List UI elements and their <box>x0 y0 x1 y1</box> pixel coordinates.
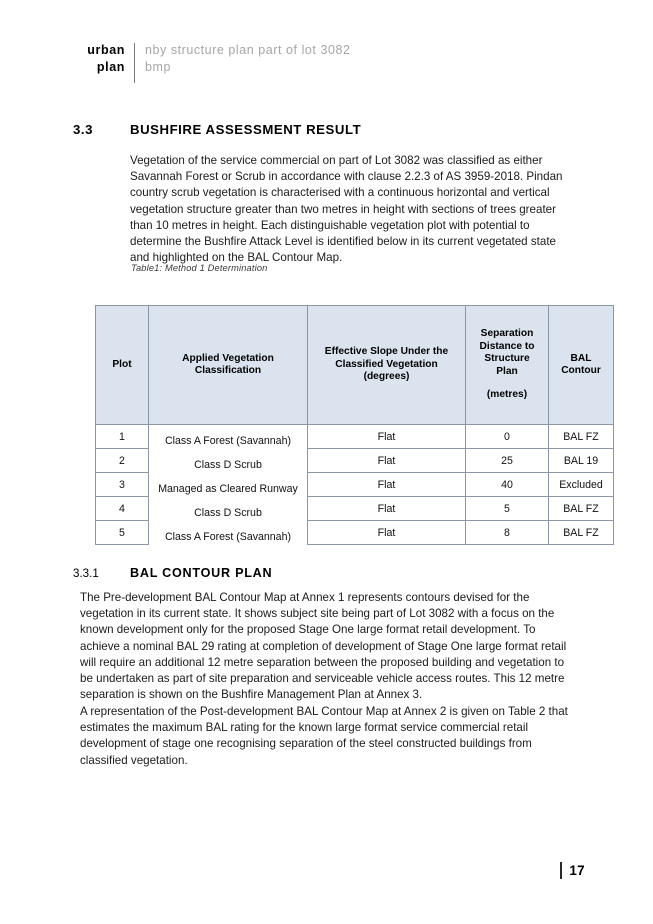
cell-plot: 2 <box>96 449 149 473</box>
cell-plot: 4 <box>96 497 149 521</box>
document-title-line-1: nby structure plan part of lot 3082 <box>145 43 351 57</box>
cell-plot: 5 <box>96 521 149 545</box>
cell-bal-contour: BAL FZ <box>549 521 614 545</box>
cell-plot: 1 <box>96 425 149 449</box>
cell-separation: 25 <box>466 449 549 473</box>
cell-slope: Flat <box>308 425 466 449</box>
column-header-separation-line-1: Separation <box>480 328 534 340</box>
table-row <box>96 425 614 449</box>
cell-separation: 5 <box>466 497 549 521</box>
cell-separation: 40 <box>466 473 549 497</box>
column-header-separation-line-3: Structure <box>484 353 530 365</box>
table-row <box>96 473 614 497</box>
bal-assessment-table-wrapper <box>95 305 613 545</box>
section-body-paragraph: Vegetation of the service commercial on part of Lot 3082 was classified as either Savannah Forest or Scrub in accordance with clause 2.2.3 of AS 3959-2018. Pindan country scrub vegetation is characterised with a continuous horizontal and vertical vegetation structure greater than two metres in height with sections of trees greater than 10 metres in height. Each distinguishable vegetation plot with potential to determine the Bushfire Attack Level is identified below in its current vegetated state and highlighted on the BAL Contour Map. <box>130 154 563 265</box>
column-header-slope <box>308 306 466 425</box>
cell-separation: 8 <box>466 521 549 545</box>
page-footer <box>560 860 585 880</box>
table-caption: Table1: Method 1 Determination <box>131 263 268 273</box>
header-divider <box>134 43 135 83</box>
column-header-separation-line-4: Plan <box>496 365 518 377</box>
section-number: 3.3 <box>73 122 93 137</box>
brand-line-1: urban <box>87 43 125 57</box>
column-header-slope-line-2: Classified Vegetation <box>335 358 438 370</box>
column-header-plot <box>96 306 149 425</box>
column-header-separation-units: (metres) <box>486 389 528 401</box>
cell-bal-contour: BAL FZ <box>549 497 614 521</box>
cell-slope: Flat <box>308 497 466 521</box>
column-header-separation-line-2: Distance to <box>479 340 535 352</box>
column-header-slope-line-3: (degrees) <box>363 371 410 383</box>
document-running-header <box>70 42 590 90</box>
column-header-bal-line-1: BAL <box>570 352 592 364</box>
brand-logo <box>70 42 125 76</box>
page-number: 17 <box>569 862 585 878</box>
table-row <box>96 497 614 521</box>
cell-vegetation: Managed as Cleared Runway <box>149 477 308 501</box>
cell-separation: 0 <box>466 425 549 449</box>
column-header-vegetation-line-1: Applied Vegetation <box>182 352 274 364</box>
table-header-row <box>96 306 614 425</box>
cell-bal-contour: BAL 19 <box>549 449 614 473</box>
column-header-bal-line-2: Contour <box>561 365 601 376</box>
bal-assessment-table <box>95 305 614 545</box>
table-row <box>96 449 614 473</box>
section-heading <box>73 122 593 137</box>
cell-plot: 3 <box>96 473 149 497</box>
cell-bal-contour: Excluded <box>549 473 614 497</box>
document-title-line-2: bmp <box>145 60 171 74</box>
subsection-paragraph-2: A representation of the Post-development BAL Contour Map at Annex 2 is given on Table 2 that estimates the maximum BAL rating for the known large format service commercial retail development of stage one recognising separation of the steel constructed buildings from classified vegetation. <box>80 705 568 767</box>
column-header-vegetation-line-2: Classification <box>194 365 262 376</box>
subsection-title: BAL CONTOUR PLAN <box>130 566 273 580</box>
table-body <box>96 425 614 545</box>
table-header <box>96 306 614 425</box>
cell-slope: Flat <box>308 449 466 473</box>
subsection-heading <box>73 566 593 580</box>
column-header-separation <box>466 306 549 425</box>
cell-slope: Flat <box>308 521 466 545</box>
cell-bal-contour: BAL FZ <box>549 425 614 449</box>
cell-vegetation: Class A Forest (Savannah) <box>149 525 308 549</box>
column-header-plot-label: Plot <box>112 358 132 370</box>
subsection-paragraph-1: The Pre-development BAL Contour Map at Annex 1 represents contours devised for the vegetation in its current state. It shows subject site being part of Lot 3082 with a focus on the known development only for the proposed Stage One large format retail development. To achieve a nominal BAL 29 rating at completion of development of Stage One large format retail will require an additional 12 metre separation between the proposed building and vegetation to be undertaken as part of site preparation and serviceable vehicle access routes. This 12 metre separation is shown on the Bushfire Management Plan at Annex 3. <box>80 591 567 702</box>
column-header-vegetation <box>149 306 308 425</box>
cell-vegetation: Class A Forest (Savannah) <box>149 429 308 453</box>
cell-slope: Flat <box>308 473 466 497</box>
subsection-number: 3.3.1 <box>73 567 99 580</box>
document-title <box>145 42 350 76</box>
column-header-bal-contour <box>549 306 614 425</box>
footer-divider <box>560 862 562 879</box>
cell-vegetation: Class D Scrub <box>149 453 308 477</box>
cell-vegetation: Class D Scrub <box>149 501 308 525</box>
column-header-slope-line-1: Effective Slope Under the <box>324 346 449 358</box>
brand-line-2: plan <box>96 60 125 74</box>
table-row <box>96 521 614 545</box>
section-title: BUSHFIRE ASSESSMENT RESULT <box>130 122 362 137</box>
